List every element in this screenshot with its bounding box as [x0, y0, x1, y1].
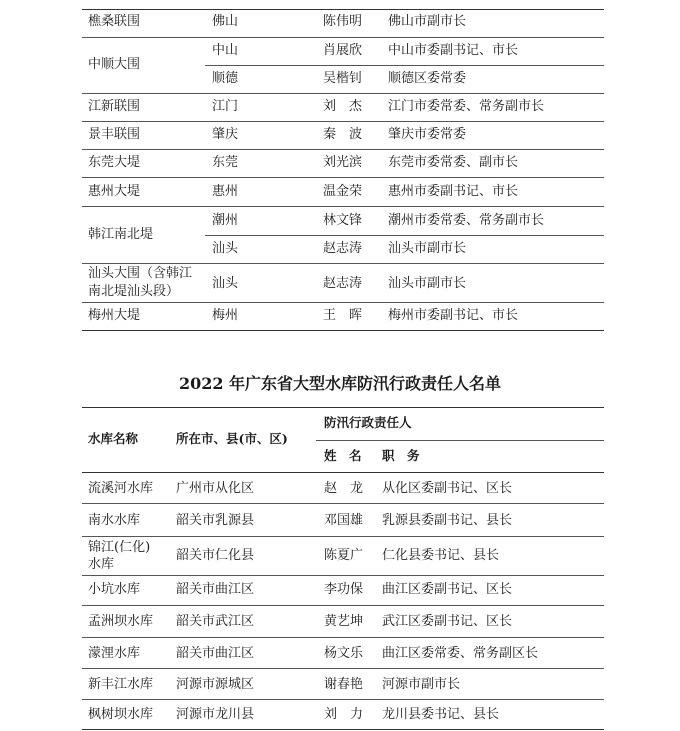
- person-name: 肖展欣: [323, 43, 363, 58]
- row-divider: [82, 263, 604, 264]
- city-name: 汕头: [212, 241, 239, 256]
- duty-text: 肇庆市委常委: [388, 127, 467, 142]
- location-name: 韶关市乳源县: [176, 513, 255, 528]
- duty-text: 惠州市委副书记、市长: [388, 184, 519, 199]
- dike-name: 景丰联围: [88, 127, 141, 142]
- row-divider: [82, 575, 604, 576]
- duty-text: 东莞市委常委、副市长: [388, 155, 519, 170]
- header-divider: [316, 440, 604, 441]
- person-name: 王 晖: [323, 308, 363, 323]
- header-reservoir: 水库名称: [88, 431, 139, 446]
- dike-name: 东莞大堤: [88, 155, 141, 170]
- table-rule: [82, 407, 604, 408]
- reservoir-name: 小坑水库: [88, 582, 141, 597]
- city-name: 肇庆: [212, 127, 239, 142]
- dike-name: 汕头大围（含韩江: [88, 266, 193, 281]
- row-divider: [82, 37, 604, 38]
- location-name: 广州市从化区: [176, 481, 255, 496]
- dike-name: 韩江南北堤: [88, 227, 154, 242]
- table-rule: [82, 9, 604, 10]
- duty-text: 曲江区委副书记、区长: [382, 582, 513, 597]
- header-responsible: 防汛行政责任人: [324, 415, 412, 430]
- person-name: 黄艺坤: [324, 614, 364, 629]
- person-name: 刘 杰: [323, 99, 363, 114]
- row-divider: [205, 65, 604, 66]
- row-divider: [205, 235, 604, 236]
- row-divider: [82, 121, 604, 122]
- reservoir-name: 南水水库: [88, 513, 141, 528]
- header-duty: 职 务: [382, 448, 420, 463]
- person-name: 赵志涛: [323, 276, 363, 291]
- person-name: 秦 波: [323, 127, 363, 142]
- city-name: 惠州: [212, 184, 239, 199]
- location-name: 河源市源城区: [176, 677, 255, 692]
- row-divider: [82, 93, 604, 94]
- dike-name: 中顺大围: [88, 57, 141, 72]
- header-location: 所在市、县(市、区): [176, 431, 288, 446]
- row-divider: [82, 637, 604, 638]
- duty-text: 武江区委副书记、区长: [382, 614, 513, 629]
- duty-text: 河源市副市长: [382, 677, 461, 692]
- location-name: 韶关市武江区: [176, 614, 255, 629]
- person-name: 赵志涛: [323, 241, 363, 256]
- dike-name: 樵桑联围: [88, 14, 141, 29]
- reservoir-table-title: 2022 年广东省大型水库防汛行政责任人名单: [178, 374, 502, 393]
- city-name: 江门: [212, 99, 239, 114]
- person-name: 谢春艳: [324, 677, 364, 692]
- duty-text: 汕头市副市长: [388, 276, 467, 291]
- person-name: 杨文乐: [324, 646, 364, 661]
- duty-text: 梅州市委副书记、市长: [388, 308, 519, 323]
- duty-text: 乳源县委副书记、县长: [382, 513, 513, 528]
- table-rule: [82, 729, 604, 730]
- person-name: 陈夏广: [324, 548, 364, 563]
- city-name: 梅州: [212, 308, 239, 323]
- duty-text: 潮州市委常委、常务副市长: [388, 213, 545, 228]
- city-name: 潮州: [212, 213, 239, 228]
- reservoir-name: 枫树坝水库: [88, 707, 154, 722]
- reservoir-name: 锦江(仁化): [88, 540, 151, 555]
- dike-name: 江新联围: [88, 99, 141, 114]
- row-divider: [82, 206, 604, 207]
- person-name: 林文锋: [323, 213, 363, 228]
- person-name: 赵 龙: [324, 481, 364, 496]
- duty-text: 佛山市副市长: [388, 14, 467, 29]
- city-name: 中山: [212, 43, 239, 58]
- duty-text: 仁化县委书记、县长: [382, 548, 500, 563]
- row-divider: [82, 668, 604, 669]
- row-divider: [82, 699, 604, 700]
- location-name: 河源市龙川县: [176, 707, 255, 722]
- duty-text: 汕头市副市长: [388, 241, 467, 256]
- table-rule: [82, 472, 604, 473]
- reservoir-name: 流溪河水库: [88, 481, 154, 496]
- city-name: 佛山: [212, 14, 239, 29]
- row-divider: [82, 302, 604, 303]
- city-name: 顺德: [212, 71, 239, 86]
- person-name: 邓国雄: [324, 513, 364, 528]
- person-name: 吴楷钊: [323, 71, 363, 86]
- location-name: 韶关市曲江区: [176, 582, 255, 597]
- duty-text: 从化区委副书记、区长: [382, 481, 513, 496]
- location-name: 韶关市仁化县: [176, 548, 255, 563]
- person-name: 陈伟明: [323, 14, 363, 29]
- dike-name-line2: 南北堤汕头段）: [88, 284, 180, 299]
- table-rule: [82, 330, 604, 331]
- city-name: 东莞: [212, 155, 239, 170]
- dike-name: 惠州大堤: [88, 184, 141, 199]
- duty-text: 顺德区委常委: [388, 71, 467, 86]
- duty-text: 江门市委常委、常务副市长: [388, 99, 545, 114]
- location-name: 韶关市曲江区: [176, 646, 255, 661]
- row-divider: [82, 177, 604, 178]
- row-divider: [82, 503, 604, 504]
- person-name: 温金荣: [323, 184, 363, 199]
- person-name: 刘光滨: [323, 155, 363, 170]
- row-divider: [82, 605, 604, 606]
- row-divider: [82, 149, 604, 150]
- duty-text: 中山市委副书记、市长: [388, 43, 519, 58]
- row-divider: [82, 536, 604, 537]
- duty-text: 龙川县委书记、县长: [382, 707, 500, 722]
- duty-text: 曲江区委常委、常务副区长: [382, 646, 539, 661]
- dike-name: 梅州大堤: [88, 308, 141, 323]
- reservoir-name: 濛浬水库: [88, 646, 141, 661]
- city-name: 汕头: [212, 276, 239, 291]
- person-name: 刘 力: [324, 707, 364, 722]
- reservoir-name-line2: 水库: [88, 557, 115, 572]
- reservoir-name: 孟洲坝水库: [88, 614, 154, 629]
- person-name: 李功保: [324, 582, 364, 597]
- header-name: 姓 名: [324, 448, 362, 463]
- reservoir-name: 新丰江水库: [88, 677, 154, 692]
